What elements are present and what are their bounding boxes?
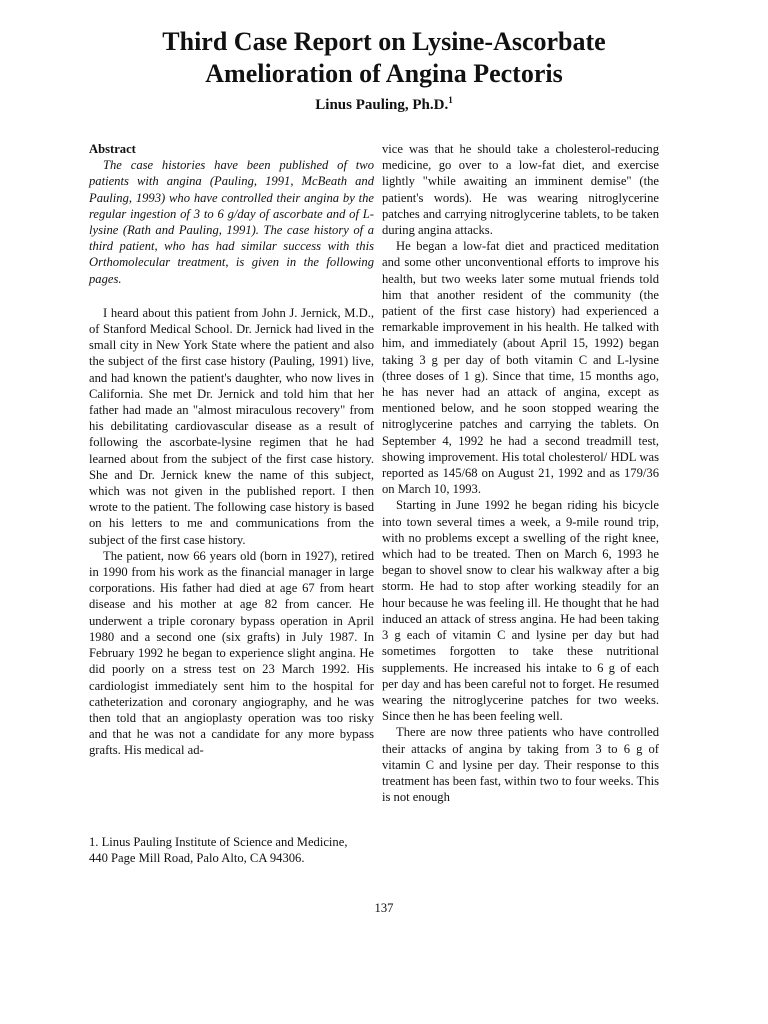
body-paragraph: He began a low-fat diet and practiced meditation and some other unconventional efforts to improve his health, but two weeks later some mutual friends told him that another resident of the community (the patient of the first case history) had experienced a remarkable improvement in his health. He talked with him, and immediately (about April 15, 1992) began taking 3 g per day of both vitamin C and L-lysine (three doses of 1 g). Since that time, 15 months ago, he has never had an attack of angina, except as mentioned below, and he soon stopped wearing the nitroglycerine patches and carrying the tablets. On September 4, 1992 he had a second treadmill test, showing improvement. His total cholesterol/ HDL was reported as 145/68 on August 21, 1992 and as 179/36 on March 10, 1993. [382,239,659,497]
section-gap [89,287,374,305]
title-line-1: Third Case Report on Lysine-Ascorbate [162,27,606,56]
left-column [89,141,374,759]
footnote: 1. Linus Pauling Institute of Science and Medicine, 440 Page Mill Road, Palo Alto, CA 94306. [89,835,348,866]
author-line [0,91,768,114]
title-line-2: Amelioration of Angina Pectoris [205,59,563,88]
right-column [382,141,659,805]
author-footnote-mark: 1 [448,95,453,105]
page-number: 137 [374,901,394,915]
body-paragraph: There are now three patients who have controlled their attacks of angina by taking from 3 to 6 g of vitamin C and lysine per day. Their response to this treatment has been fast, within two to four weeks. This is not enough [382,725,659,805]
body-paragraph: vice was that he should take a cholesterol-reducing medicine, go over to a low-fat diet, and exercise lightly "while awaiting an imminent demise" (the patient's words). He was wearing nitroglycerine patches and carrying nitroglycerine tablets, to be taken during angina attacks. [382,142,659,238]
body-paragraph: I heard about this patient from John J. Jernick, M.D., of Stanford Medical School. Dr. Jernick had lived in the small city in New York State where the patient and also the subject of the first case history (Pauling, 1991) live, and had known the patient's daughter, who now lives in California. She met Dr. Jernick and told him that her father had made an "almost miraculous recovery" from his debilitating cardiovascular disease as a result of following the ascorbate-lysine regimen that he had learned about from the subject of the first case history. She and Dr. Jernick knew the name of this subject, which was not given in the published report. I then wrote to the patient. The following case history is based on his letters to me and communications from the subject of the first case history. [89,305,374,547]
author-name: Linus Pauling, Ph.D. [315,97,449,113]
body-paragraph: The patient, now 66 years old (born in 1927), retired in 1990 from his work as the financial manager in large corporations. His father had died at age 67 from heart disease and his mother at age 82 from cancer. He underwent a triple coronary bypass operation in April 1980 and a second one (six grafts) in July 1987. In February 1992 he began to experience slight angina. He did poorly on a stress test on 23 March 1992. His cardiologist immediately sent him to the hospital for catheterization and coronary angiography, and he was then told that an angioplasty operation was too risky and that he was not a candidate for any more bypass grafts. His medical ad- [89,548,374,758]
body-paragraph: Starting in June 1992 he began riding his bicycle into town several times a week, a 9-mile round trip, with no problems except a swelling of the right knee, which had to be treated. Then on March 6, 1993 he began to shovel snow to clear his walkway after a big storm. He had to stop after working steadily for an hour because he was feeling ill. He thought that he had induced an attack of stress angina. He had been taking 3 g each of vitamin C and lysine per day but had sometimes forgotten to take these nutritional supplements. He increased his intake to 6 g of each per day and has been careful not to forget. He resumed wearing the nitroglycerine patches for two weeks. Since then he has been feeling well. [382,498,659,724]
abstract-heading: Abstract [89,142,136,156]
abstract-text: The case histories have been published of two patients with angina (Pauling, 1991, McBeath and Pauling, 1993) who have controlled their angina by the regular ingestion of 3 to 6 g/day of ascorbate and of L-lysine (Rath and Pauling, 1991). The case history of a third patient, who has had similar success with this Orthomolecular treatment, is given in the following pages. [89,158,374,286]
article-title [0,26,768,90]
